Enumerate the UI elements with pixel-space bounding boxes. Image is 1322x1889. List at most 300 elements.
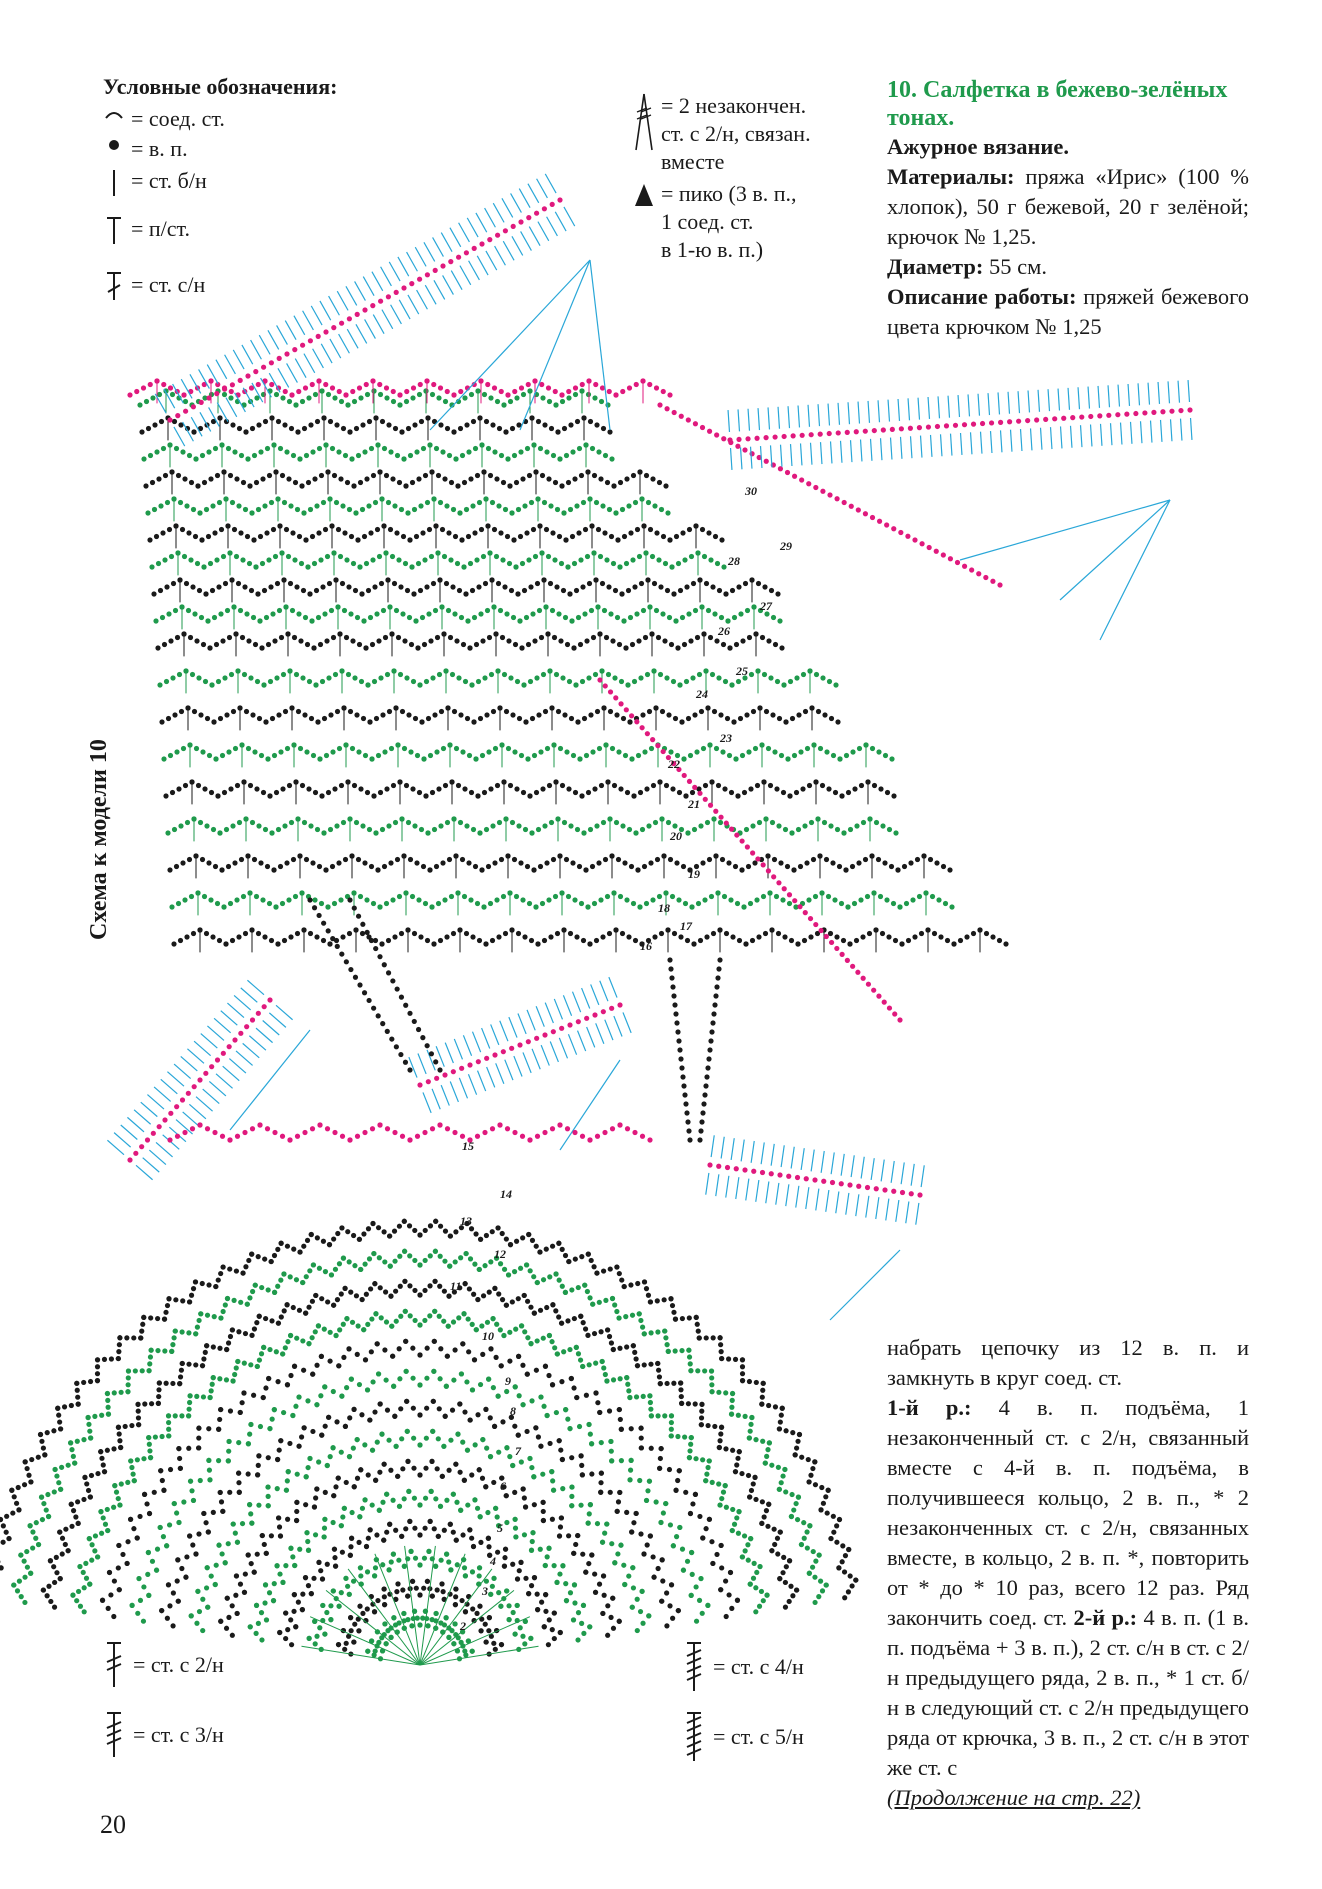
medallion-row [176, 1520, 181, 1525]
leaf-top-left [175, 413, 180, 418]
medallion-row [348, 1544, 353, 1549]
medallion-row [197, 1609, 202, 1614]
medallion-row [605, 1633, 610, 1638]
medallion-row [118, 1445, 123, 1450]
mesh-row-upper [326, 392, 331, 397]
mesh-row-upper [540, 901, 545, 906]
mesh-row-upper [356, 453, 361, 458]
article-title: 10. Салфетка в бежево-зелёных тонах. [887, 77, 1228, 131]
medallion-row [417, 1322, 422, 1327]
mesh-row-upper [603, 453, 608, 458]
leaf-mid-right [736, 1177, 739, 1199]
edge-pink [634, 382, 639, 387]
medallion-row [51, 1564, 56, 1569]
mesh-row-upper [306, 480, 311, 485]
leaf-top-right [888, 400, 889, 422]
medallion-row [289, 1642, 294, 1647]
medallion-row [401, 1611, 406, 1616]
medallion-row [141, 1456, 146, 1461]
edge-pink [431, 382, 436, 387]
medallion-row [263, 1582, 268, 1587]
medallion-row [608, 1615, 613, 1620]
medallion-row [443, 1414, 448, 1419]
edge-pink [850, 964, 855, 969]
medallion-row [358, 1467, 363, 1472]
leaf-mid-right [711, 1135, 714, 1157]
edge-pink [499, 389, 504, 394]
medallion-row [136, 1415, 141, 1420]
medallion-row [648, 1407, 653, 1412]
mesh-row-upper [310, 449, 315, 454]
mesh-row-upper [288, 503, 293, 508]
mesh-row-upper [442, 897, 447, 902]
mesh-row-upper [414, 860, 419, 865]
medallion-row [598, 1490, 603, 1495]
medallion-row [272, 1407, 277, 1412]
leaf-top-left [456, 255, 461, 260]
mesh-row-upper [566, 480, 571, 485]
mesh-row-upper [373, 500, 378, 505]
medallion-row [120, 1552, 125, 1557]
medallion-row [410, 1346, 415, 1351]
medallion-row [458, 1508, 463, 1513]
mesh-row-upper [545, 746, 550, 751]
mesh-row-upper [828, 823, 833, 828]
medallion-row [83, 1561, 88, 1566]
medallion-row [654, 1499, 659, 1504]
mesh-row-upper [195, 483, 200, 488]
medallion-row [427, 1283, 432, 1288]
mesh-row-upper [241, 894, 246, 899]
medallion-row [209, 1388, 214, 1393]
medallion-row [669, 1582, 674, 1587]
mesh-row-upper [592, 786, 597, 791]
mesh-row-upper [634, 611, 639, 616]
medallion-row [456, 1315, 461, 1320]
mesh-row-upper [715, 561, 720, 566]
medallion-row [746, 1558, 751, 1563]
mesh-row-upper [739, 867, 744, 872]
mesh-row-upper [445, 820, 450, 825]
leaf-top-right [827, 431, 832, 436]
medallion-row [175, 1578, 180, 1583]
medallion-row [285, 1627, 290, 1632]
mesh-row-upper [504, 611, 509, 616]
medallion-row [57, 1529, 62, 1534]
mesh-row-upper [620, 507, 625, 512]
legend2-line: в 1-ю в. п.) [661, 237, 764, 262]
medallion-row [423, 1466, 428, 1471]
mesh-row-upper [464, 823, 469, 828]
leaf-mid-center [596, 1023, 604, 1043]
medallion-row [595, 1521, 600, 1526]
medallion-row [242, 1361, 247, 1366]
mesh-row-upper [617, 642, 622, 647]
mesh-row-upper [627, 827, 632, 832]
medallion-row [349, 1377, 354, 1382]
medallion-row [404, 1399, 409, 1404]
medallion-row [549, 1339, 554, 1344]
leaf-mid-right [841, 1154, 844, 1176]
medallion-row [437, 1284, 442, 1289]
mesh-row-upper [249, 588, 254, 593]
mesh-row-upper [576, 530, 581, 535]
medallion-row [529, 1398, 534, 1403]
mesh-row-upper [579, 793, 584, 798]
medallion-row [586, 1561, 591, 1566]
mesh-row-upper [306, 395, 311, 400]
mesh-row-upper [590, 446, 595, 451]
mesh-row-upper [565, 642, 570, 647]
medallion-row [352, 1622, 357, 1627]
mesh-row-upper [495, 399, 500, 404]
leaf-top-left [386, 294, 391, 299]
leaf-top-right [898, 399, 899, 421]
leaf-mid-right [766, 1181, 769, 1203]
edge-pink [813, 922, 818, 927]
mesh-row-upper [328, 827, 333, 832]
mesh-row-upper [596, 860, 601, 865]
mesh-row-upper [594, 422, 599, 427]
leaf-top-left [407, 252, 418, 271]
medallion-row [608, 1490, 613, 1495]
leaf-mid-right [769, 1171, 774, 1176]
mesh-row-upper [837, 756, 842, 761]
medallion-row [267, 1426, 272, 1431]
edge-pink [566, 389, 571, 394]
mesh-row-upper [380, 712, 385, 717]
mesh-row-upper [200, 857, 205, 862]
edge-pink [778, 466, 783, 471]
leaf-mid-center [523, 1052, 531, 1072]
medallion-row [196, 1426, 201, 1431]
mesh-row-upper [208, 897, 213, 902]
leaf-top-left [261, 365, 266, 370]
leaf-top-left [238, 378, 243, 383]
edge-pink [269, 382, 274, 387]
edge-pink [834, 946, 839, 951]
medallion-row [322, 1631, 327, 1636]
mesh-row-upper [990, 934, 995, 939]
medallion-row [193, 1362, 198, 1367]
mesh-row-upper [566, 786, 571, 791]
mesh-row-upper [850, 864, 855, 869]
edge-pink [718, 815, 723, 820]
medallion-row [638, 1531, 643, 1536]
leaf-mid-left [209, 1064, 214, 1069]
mesh-row-upper [344, 635, 349, 640]
medallion-row [707, 1458, 712, 1463]
medallion-row [372, 1281, 377, 1286]
mesh-row-upper [298, 746, 303, 751]
mesh-row-upper [501, 402, 506, 407]
medallion-row [486, 1544, 491, 1549]
edge-pink [912, 537, 917, 542]
mesh-row-upper [783, 827, 788, 832]
mesh-row-upper [511, 537, 516, 542]
medallion-row [287, 1441, 292, 1446]
mesh-row-upper [622, 860, 627, 865]
leaf-top-left [441, 233, 452, 252]
mesh-row-upper [358, 480, 363, 485]
mesh-row-upper [215, 901, 220, 906]
medallion-row [719, 1543, 724, 1548]
medallion-row [351, 1445, 356, 1450]
medallion-row [554, 1580, 559, 1585]
mesh-row-upper [587, 941, 592, 946]
mesh-row-upper [878, 894, 883, 899]
medallion-row [498, 1604, 503, 1609]
leaf-mid-right [821, 1179, 826, 1184]
medallion-row [350, 1320, 355, 1325]
mesh-row-upper [343, 453, 348, 458]
medallion-row [488, 1592, 493, 1597]
medallion-row [382, 1602, 387, 1607]
mesh-row-upper [332, 901, 337, 906]
mesh-row-upper [355, 615, 360, 620]
medallion-row [664, 1623, 669, 1628]
mesh-row-upper [156, 561, 161, 566]
edge-pink [559, 392, 564, 397]
medallion-row [275, 1486, 280, 1491]
medallion-row [569, 1484, 574, 1489]
medallion-row [339, 1590, 344, 1595]
mesh-row-upper [376, 753, 381, 758]
mesh-row-upper [590, 749, 595, 754]
mesh-row-upper [220, 753, 225, 758]
leaf-mid-center [491, 1024, 499, 1044]
medallion-row [444, 1384, 449, 1389]
leaf-top-right [1071, 426, 1072, 448]
mesh-row-upper [169, 554, 174, 559]
mesh-row-upper [444, 581, 449, 586]
mesh-row-upper [310, 534, 315, 539]
medallion-row [506, 1603, 511, 1608]
medallion-row [320, 1603, 325, 1608]
mesh-row-upper [484, 712, 489, 717]
leaf-top-left [321, 344, 332, 363]
mesh-row-upper [321, 500, 326, 505]
mesh-row-upper [520, 897, 525, 902]
mesh-row-upper [565, 564, 570, 569]
mesh-row-upper [755, 783, 760, 788]
medallion-row [383, 1289, 388, 1294]
edge-pink [745, 844, 750, 849]
mesh-row-upper [141, 456, 146, 461]
medallion-row [442, 1622, 447, 1627]
mesh-row-upper [192, 611, 197, 616]
medallion-row [284, 1488, 289, 1493]
mesh-row-upper [709, 894, 714, 899]
mesh-row-upper [588, 712, 593, 717]
medallion-row [451, 1492, 456, 1497]
mesh-row-upper [596, 527, 601, 532]
mesh-row-upper [805, 746, 810, 751]
medallion-row [425, 1579, 430, 1584]
mesh-row-upper [605, 894, 610, 899]
mesh-row-upper [351, 483, 356, 488]
edge-pink [640, 725, 645, 730]
mesh-row-upper [716, 783, 721, 788]
mesh-row-upper [768, 675, 773, 680]
medallion-row [645, 1542, 650, 1547]
mesh-row-upper [226, 749, 231, 754]
mesh-row-upper [604, 557, 609, 562]
mesh-row-upper [661, 534, 666, 539]
medallion-row [164, 1381, 169, 1386]
medallion-row [98, 1509, 103, 1514]
leaf-mid-left [263, 1021, 280, 1035]
mesh-row-upper [395, 453, 400, 458]
medallion-row [206, 1426, 211, 1431]
medallion-row [600, 1611, 605, 1616]
medallion-row [549, 1469, 554, 1474]
mesh-row-upper [771, 615, 776, 620]
mesh-row-upper [240, 635, 245, 640]
mesh-row-upper [801, 672, 806, 677]
medallion-row [634, 1511, 639, 1516]
legend-text: = в. п. [131, 136, 188, 161]
mesh-row-upper [749, 672, 754, 677]
mesh-row-upper [613, 510, 618, 515]
edge-pink [707, 429, 712, 434]
leaf-top-left [308, 338, 313, 343]
mesh-row-upper [229, 672, 234, 677]
medallion-row [529, 1548, 534, 1553]
medallion-row [343, 1424, 348, 1429]
medallion-row [478, 1514, 483, 1519]
mesh-row-upper [243, 931, 248, 936]
mesh-row-upper [679, 719, 684, 724]
medallion-row [89, 1542, 94, 1547]
mesh-row-upper [897, 904, 902, 909]
leaf-top-right [821, 442, 822, 464]
medallion-row [242, 1590, 247, 1595]
edge-pink [997, 582, 1002, 587]
medallion-row [469, 1536, 474, 1541]
medallion-row [600, 1540, 605, 1545]
medallion-row [687, 1448, 692, 1453]
medallion-row [310, 1429, 315, 1434]
mesh-row-upper [410, 894, 415, 899]
mesh-row-upper [143, 483, 148, 488]
mesh-row-upper [906, 938, 911, 943]
mesh-row-upper [592, 395, 597, 400]
leaf-top-right [931, 435, 932, 457]
leaf-top-right [861, 440, 862, 462]
medallion-row [219, 1499, 224, 1504]
mesh-row-upper [325, 904, 330, 909]
medallion-row [351, 1407, 356, 1412]
leaf-mid-center [442, 1072, 447, 1077]
medallion-row [444, 1615, 449, 1620]
mesh-row-upper [581, 938, 586, 943]
leaf-top-left [503, 241, 514, 260]
medallion-row [294, 1336, 299, 1341]
mesh-row-upper [618, 786, 623, 791]
leaf-mid-center [472, 1032, 480, 1052]
mesh-row-upper [498, 530, 503, 535]
edge-pink [411, 385, 416, 390]
medallion-row [459, 1598, 464, 1603]
mesh-row-upper [416, 897, 421, 902]
mesh-row-upper [766, 746, 771, 751]
mesh-row-upper [798, 864, 803, 869]
mesh-row-upper [734, 642, 739, 647]
description-label: Описание работы: [887, 284, 1077, 309]
medallion-row [440, 1474, 445, 1479]
mesh-row-upper [663, 561, 668, 566]
mesh-row-upper [440, 527, 445, 532]
medallion-row [102, 1469, 107, 1474]
mesh-row-upper [178, 938, 183, 943]
mesh-row-upper [834, 934, 839, 939]
leaf-top-right [881, 427, 886, 432]
medallion-row [232, 1372, 237, 1377]
mesh-row-upper [308, 422, 313, 427]
mesh-row-upper [386, 938, 391, 943]
mesh-row-upper [670, 894, 675, 899]
mesh-row-upper [254, 894, 259, 899]
mesh-row-upper [197, 510, 202, 515]
mesh-row-upper [459, 537, 464, 542]
mesh-row-upper [544, 860, 549, 865]
mesh-row-upper [199, 615, 204, 620]
medallion-row [681, 1568, 686, 1573]
leaf-mid-center [563, 995, 571, 1015]
leaf-top-right [958, 395, 959, 417]
medallion-row [754, 1570, 759, 1575]
mesh-row-upper [312, 476, 317, 481]
medallion-row [724, 1614, 729, 1619]
mesh-row-upper [341, 426, 346, 431]
leaf-mid-right [866, 1196, 869, 1218]
medallion-row [638, 1426, 643, 1431]
edge-pink [679, 414, 684, 419]
mesh-row-upper [341, 820, 346, 825]
mesh-row-upper [583, 527, 588, 532]
mesh-row-upper [619, 591, 624, 596]
medallion-row [462, 1409, 467, 1414]
leaf-mid-center [601, 1009, 606, 1014]
medallion-row [294, 1509, 299, 1514]
mesh-row-upper [414, 534, 419, 539]
mesh-row-upper [763, 931, 768, 936]
medallion-row [331, 1588, 336, 1593]
medallion-row [322, 1517, 327, 1522]
leaf-top-right [1008, 392, 1009, 414]
leaf-top-right [1038, 390, 1039, 412]
leaf-top-left [472, 246, 477, 251]
mesh-row-upper [434, 446, 439, 451]
mesh-row-upper [481, 904, 486, 909]
edge-pink [337, 389, 342, 394]
medallion-row [200, 1597, 205, 1602]
mesh-row-upper [332, 395, 337, 400]
mesh-row-upper [519, 645, 524, 650]
mesh-row-upper [466, 449, 471, 454]
medallion-row [610, 1596, 615, 1601]
medallion-row [671, 1543, 676, 1548]
medallion-row [233, 1593, 238, 1598]
medallion-row [577, 1424, 582, 1429]
mesh-row-upper [268, 679, 273, 684]
mesh-row-upper [356, 749, 361, 754]
leaf-top-right [1124, 412, 1129, 417]
leaf-top-right [988, 393, 989, 415]
leaf-top-right [1161, 420, 1162, 442]
description-text: пряжей бежевого цвета крючком № 1,25 [887, 284, 1249, 339]
